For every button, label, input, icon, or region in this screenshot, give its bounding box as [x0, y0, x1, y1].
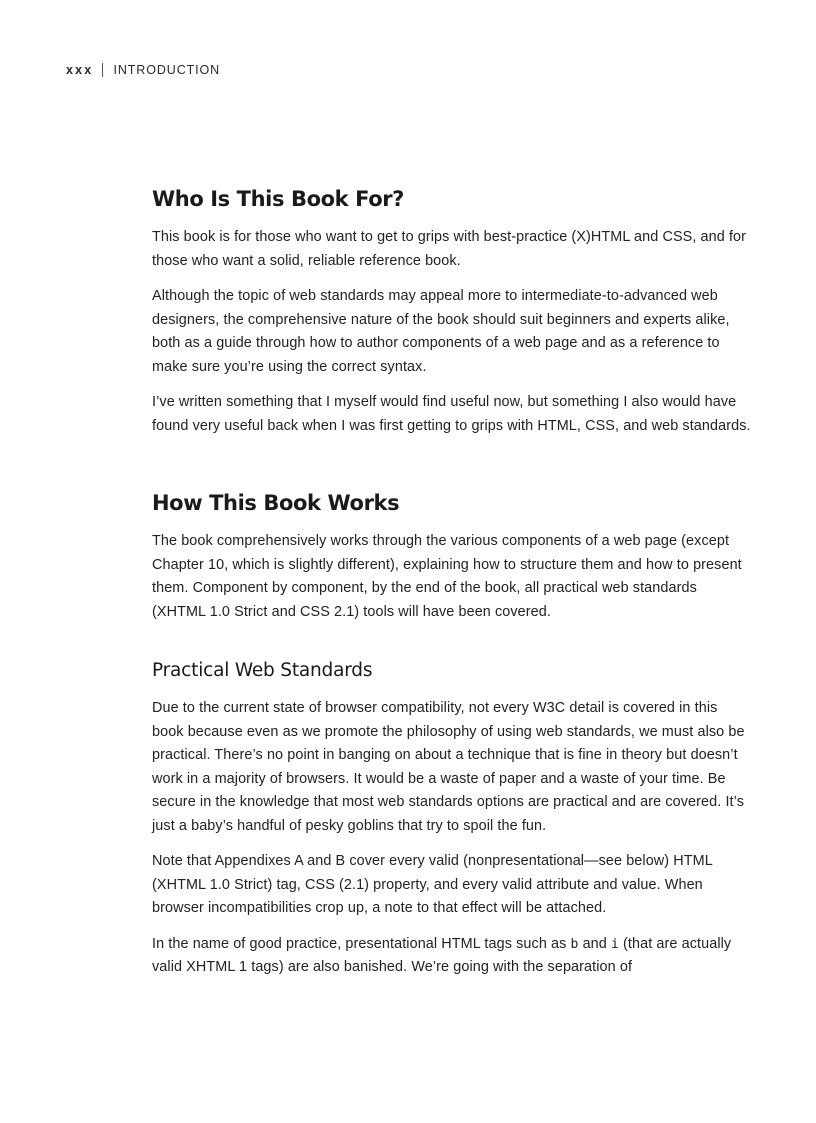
- paragraph: This book is for those who want to get to grips with best-practice (X)HTML and CSS, and for those who want a solid, reliable reference book.: [152, 229, 747, 269]
- heading-who-is-this-book-for: Who Is This Book For?: [152, 187, 404, 211]
- paragraph: [152, 933, 752, 980]
- page-number: xxx: [66, 63, 94, 77]
- text-run: and: [578, 935, 611, 952]
- paragraph: Due to the current state of browser compatibility, not every W3C detail is covered in this book because even as we promote the philosophy of using web standards, we must also be practical. There’s no point in banging on about a technique that is fine in theory but doesn’t work in a majority of browsers. It would be a waste of paper and a waste of your time. Be secure in the knowledge that most web standards options are practical and are covered. It’s just a baby’s handful of pesky goblins that try to spoil the fun.: [152, 700, 745, 834]
- code-i-tag: i: [610, 936, 619, 952]
- chapter-title: INTRODUCTION: [113, 63, 221, 77]
- section-spacer: [152, 450, 752, 488]
- page-body: [152, 184, 752, 992]
- paragraph: The book comprehensively works through the various components of a web page (except Chapter 10, which is slightly different), explaining how to structure them and how to present them. Component by component, by the end of the book, all practical web standards (XHTML 1.0 Strict and CSS 2.1) tools will have been covered.: [152, 533, 742, 620]
- heading-practical-web-standards: Practical Web Standards: [152, 660, 373, 681]
- paragraph: Although the topic of web standards may appeal more to intermediate-to-advanced web designers, the comprehensive nature of the book should suit beginners and experts alike, both as a guide through how to author components of a web page and as a reference to make sure you’re using the correct syntax.: [152, 288, 730, 375]
- text-run: (that are actually valid XHTML 1 tags) are also banished. We’re going with the separation of: [152, 935, 732, 975]
- header-divider: [102, 63, 103, 77]
- running-head: [66, 63, 220, 77]
- heading-how-this-book-works: How This Book Works: [152, 491, 400, 515]
- paragraph: Note that Appendixes A and B cover every valid (nonpresentational—see below) HTML (XHTML 1.0 Strict) tag, CSS (2.1) property, and every valid attribute and value. When browser incompatibilities crop up, a note to that effect will be attached.: [152, 853, 713, 916]
- paragraph: I’ve written something that I myself would find useful now, but something I also would have found very useful back when I was first getting to grips with HTML, CSS, and web standards.: [152, 394, 751, 434]
- section-spacer: [152, 636, 752, 657]
- code-b-tag: b: [570, 936, 579, 952]
- text-run: In the name of good practice, presentational HTML tags such as: [152, 935, 571, 952]
